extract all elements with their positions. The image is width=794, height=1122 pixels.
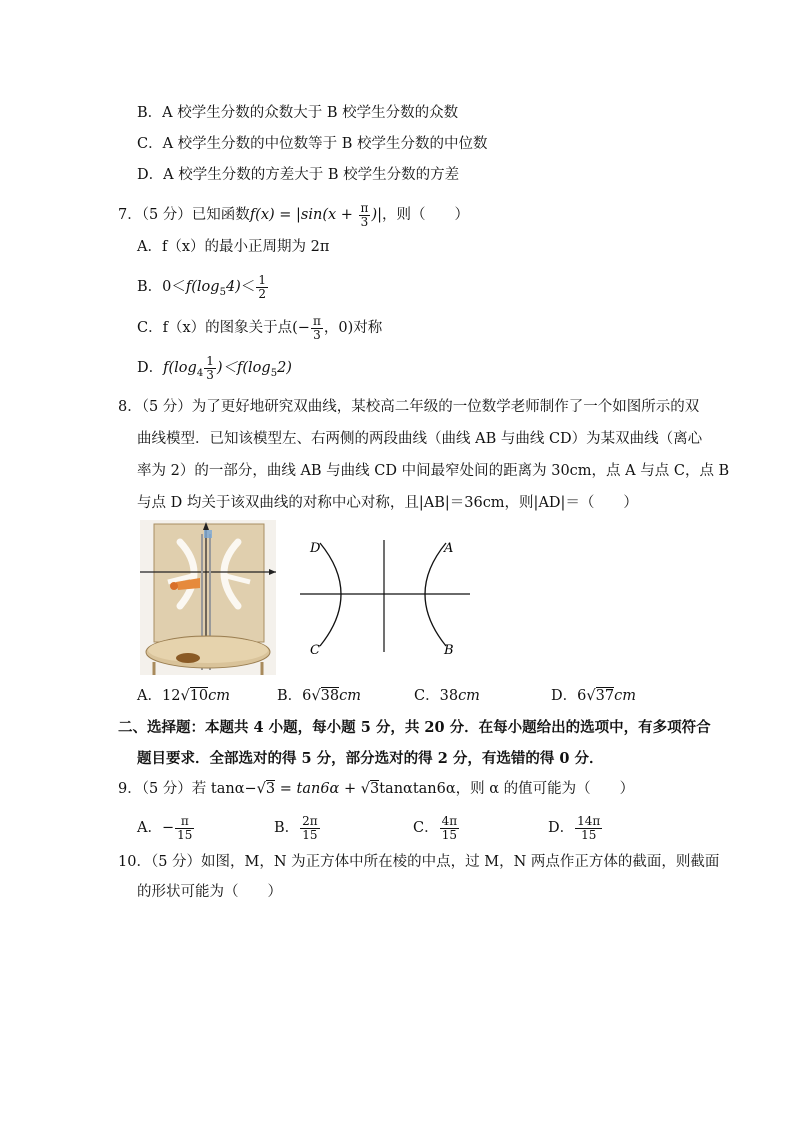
q9-a-num: π bbox=[175, 815, 194, 829]
q7-c-den: 3 bbox=[313, 327, 321, 342]
q7-stem-suffix: ，则（ ） bbox=[381, 207, 469, 223]
q9-c-den: 15 bbox=[441, 827, 458, 842]
q7-c-prefix: C．f（x）的图象关于点(− bbox=[137, 320, 310, 336]
q9-rad2: 3 bbox=[369, 781, 380, 797]
q7-d-end: 2) bbox=[277, 360, 292, 376]
q7-b-frac bbox=[256, 274, 268, 301]
label-b: B bbox=[444, 643, 454, 658]
q7-b-mid: 4) bbox=[225, 279, 241, 295]
q7-b-num: 1 bbox=[258, 272, 266, 287]
q6-option-d: D．A 校学生分数的方差大于 B 校学生分数的方差 bbox=[137, 167, 460, 183]
q7-b-func: f(log bbox=[185, 279, 220, 295]
q9-option-c bbox=[413, 810, 460, 846]
q7-d-f1: f(log bbox=[163, 360, 197, 376]
q9-c-num: 4π bbox=[441, 813, 458, 828]
q7-d-num: 1 bbox=[206, 353, 214, 368]
q8-a-coef: 12 bbox=[161, 688, 181, 704]
hyperbola-diagram bbox=[300, 530, 470, 665]
q7-option-c bbox=[137, 313, 382, 343]
q8-c-val: 38 bbox=[439, 688, 459, 704]
q7-function-end: )| bbox=[371, 207, 382, 223]
q8-option-d: D．6√37cm bbox=[551, 688, 636, 704]
q8-d-label: D． bbox=[551, 688, 578, 704]
q8-line-3: 率为 2）的一部分，曲线 AB 与曲线 CD 中间最窄处间的距离为 30cm，点 A 与点 C，点 B bbox=[137, 463, 730, 479]
q7-d-f2: f(log bbox=[237, 360, 271, 376]
q7-d-sub2: 5 bbox=[270, 367, 278, 379]
q7-c-frac bbox=[311, 315, 323, 342]
q7-d-prefix: D． bbox=[137, 360, 164, 376]
q8-line-2: 曲线模型．已知该模型左、右两侧的两段曲线（曲线 AB 与曲线 CD）为某双曲线（离心 bbox=[137, 431, 703, 447]
q9-d-den: 15 bbox=[581, 827, 597, 842]
q8-option-a: A．12√10cm bbox=[137, 688, 231, 704]
q7-d-mid: )＜ bbox=[216, 360, 238, 376]
q9-d-label: D． bbox=[548, 820, 575, 836]
q9-option-b bbox=[274, 810, 321, 846]
q8-line-4: 与点 D 均关于该双曲线的对称中心对称，且|AB|＝36cm，则|AD|＝（ ） bbox=[137, 495, 638, 511]
q7-option-d bbox=[137, 353, 292, 389]
q9-rad: 3 bbox=[265, 781, 276, 797]
q9-b-frac bbox=[300, 815, 320, 842]
q9-a-frac bbox=[175, 815, 194, 842]
q10-line-1: 10．（5 分）如图，M，N 为正方体中所在棱的中点，过 M，N 两点作正方体的截面，则截面 bbox=[118, 854, 720, 870]
q9-stem: 9．（5 分）若 tanα−√3 = tan6α + √3tanαtan6α，则 α 的值可能为（ ） bbox=[118, 781, 635, 797]
q9-a-den: 15 bbox=[177, 827, 193, 842]
q9-stem-suffix: tanαtan6α，则 α 的值可能为（ ） bbox=[379, 781, 635, 797]
q7-b-sub: 5 bbox=[219, 286, 226, 298]
q7-d-sub1: 4 bbox=[196, 367, 204, 379]
hyperbola-model-photo bbox=[140, 520, 276, 675]
q9-d-frac bbox=[575, 815, 602, 842]
section-2-line-2: 题目要求．全部选对的得 5 分，部分选对的得 2 分，有选错的得 0 分． bbox=[137, 750, 604, 767]
q8-b-unit: cm bbox=[339, 688, 361, 704]
q9-d-num: 14π bbox=[577, 813, 601, 828]
q8-d-rad: 37 bbox=[595, 688, 615, 704]
q6-option-b: B．A 校学生分数的众数大于 B 校学生分数的众数 bbox=[137, 105, 459, 121]
q6-option-c: C．A 校学生分数的中位数等于 B 校学生分数的中位数 bbox=[137, 136, 488, 152]
q8-a-label: A． bbox=[137, 688, 162, 704]
q9-eq: = tan6α + bbox=[275, 781, 361, 797]
q8-a-unit: cm bbox=[208, 688, 231, 704]
q8-d-coef: 6 bbox=[577, 688, 587, 704]
q8-a-rad: 10 bbox=[189, 688, 209, 704]
q8-line-1: 8．（5 分）为了更好地研究双曲线，某校高二年级的一位数学老师制作了一个如图所示的双 bbox=[118, 399, 700, 415]
q8-option-c bbox=[414, 686, 480, 706]
q9-b-num: 2π bbox=[302, 813, 318, 828]
q7-d-den: 3 bbox=[206, 367, 214, 382]
label-a: A bbox=[444, 541, 454, 556]
q8-option-b: B．6√38cm bbox=[277, 688, 361, 704]
q9-a-label: A．− bbox=[137, 820, 175, 836]
q7-frac bbox=[359, 202, 371, 229]
q10-line-2: 的形状可能为（ ） bbox=[137, 884, 282, 900]
q7-c-num: π bbox=[312, 313, 321, 328]
q8-b-label: B． bbox=[277, 688, 303, 704]
q9-c-frac bbox=[440, 815, 460, 842]
q8-d-unit: cm bbox=[614, 688, 636, 704]
q9-c-label: C． bbox=[413, 820, 439, 836]
q8-b-rad: 38 bbox=[320, 688, 340, 704]
q9-b-den: 15 bbox=[302, 827, 318, 842]
q9-option-d bbox=[548, 810, 603, 846]
section-2-line-1: 二、选择题：本题共 4 小题，每小题 5 分，共 20 分．在每小题给出的选项中，有多项符合 bbox=[118, 719, 711, 736]
q7-option-a: A．f（x）的最小正周期为 2π bbox=[137, 239, 330, 255]
q7-frac-num: π bbox=[360, 200, 369, 215]
label-d: D bbox=[310, 541, 321, 556]
q7-frac-den: 3 bbox=[360, 214, 369, 229]
q8-c-unit: cm bbox=[458, 688, 480, 704]
label-c: C bbox=[310, 643, 320, 658]
q7-d-frac bbox=[204, 355, 216, 382]
q7-c-suffix: ，0)对称 bbox=[323, 320, 383, 336]
q9-b-label: B． bbox=[274, 820, 300, 836]
q7-b-lt: ＜ bbox=[240, 279, 256, 295]
q7-stem bbox=[118, 200, 469, 230]
q7-option-b bbox=[137, 272, 269, 308]
q9-option-a bbox=[137, 810, 195, 846]
q7-function: f(x) = |sin(x + bbox=[249, 207, 358, 223]
q8-c-label: C． bbox=[414, 688, 440, 704]
q7-b-den: 2 bbox=[258, 286, 266, 301]
q7-stem-prefix: 7．（5 分）已知函数 bbox=[118, 207, 250, 223]
q8-b-coef: 6 bbox=[302, 688, 312, 704]
q9-stem-prefix: 9．（5 分）若 tanα− bbox=[118, 781, 257, 797]
q7-b-prefix: B．0＜ bbox=[137, 279, 186, 295]
